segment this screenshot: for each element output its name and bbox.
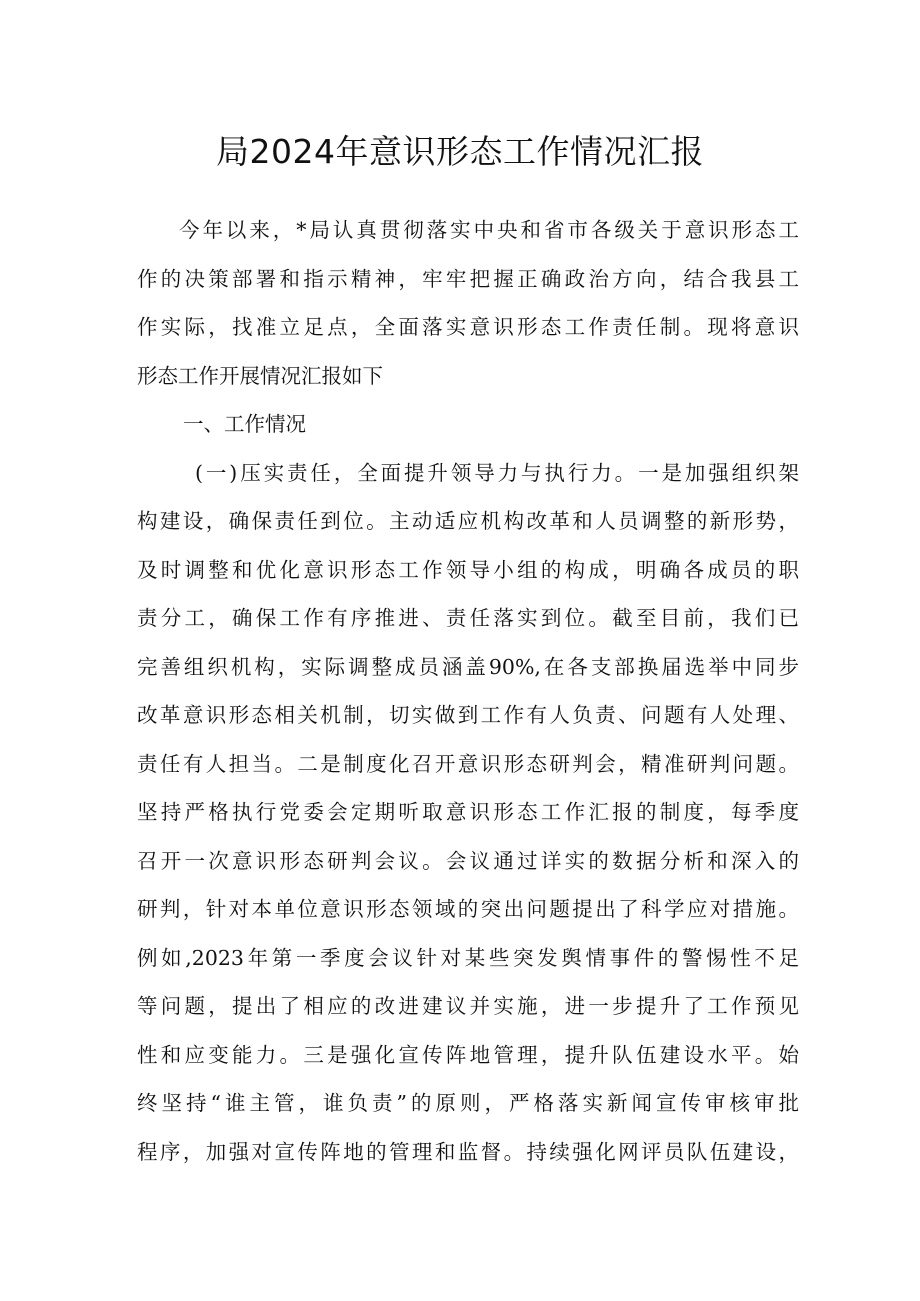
text-line: 召开一次意识形态研判会议。会议通过详实的数据分析和深入的 (137, 848, 799, 873)
text-line: 终坚持“谁主管，谁负责”的原则，严格落实新闻宣传审核审批 (137, 1091, 799, 1115)
text-line: 作的决策部署和指示精神，牢牢把握正确政治方向，结合我县工 (137, 266, 799, 291)
text-line: (一)压实责任，全面提升领导力与执行力。一是加强组织架 (195, 460, 799, 485)
text-line: 坚持严格执行党委会定期听取意识形态工作汇报的制度，每季度 (137, 800, 799, 824)
text-line: 责分工，确保工作有序推进、责任落实到位。截至目前，我们已 (137, 606, 799, 630)
text-line: 构建设，确保责任到位。主动适应机构改革和人员调整的新形势， (137, 509, 799, 533)
text-line: 今年以来，*局认真贯彻落实中央和省市各级关于意识形态工 (179, 218, 799, 242)
document-title: 局2024年意识形态工作情况汇报 (216, 132, 704, 171)
text-line: 程序，加强对宣传阵地的管理和监督。持续强化网评员队伍建设， (137, 1139, 799, 1164)
text-line: 等问题，提出了相应的改进建议并实施，进一步提升了工作预见 (137, 994, 799, 1018)
text-line: 作实际，找准立足点，全面落实意识形态工作责任制。现将意识 (137, 315, 799, 339)
text-line: 及时调整和优化意识形态工作领导小组的构成，明确各成员的职 (137, 557, 799, 582)
text-line: 改革意识形态相关机制，切实做到工作有人负责、问题有人处理、 (137, 703, 799, 727)
text-line: 一、工作情况 (183, 412, 306, 436)
text-line: 性和应变能力。三是强化宣传阵地管理，提升队伍建设水平。始 (137, 1042, 799, 1067)
text-line: 研判，针对本单位意识形态领域的突出问题提出了科学应对措施。 (137, 897, 799, 921)
text-line: 责任有人担当。二是制度化召开意识形态研判会，精准研判问题。 (137, 751, 799, 776)
text-line: 例如,2023年第一季度会议针对某些突发舆情事件的警惕性不足 (137, 945, 799, 970)
document-body (137, 206, 799, 1176)
text-line: 形态工作开展情况汇报如下 (137, 363, 383, 388)
text-line: 完善组织机构，实际调整成员涵盖90%,在各支部换届选举中同步 (137, 654, 799, 679)
